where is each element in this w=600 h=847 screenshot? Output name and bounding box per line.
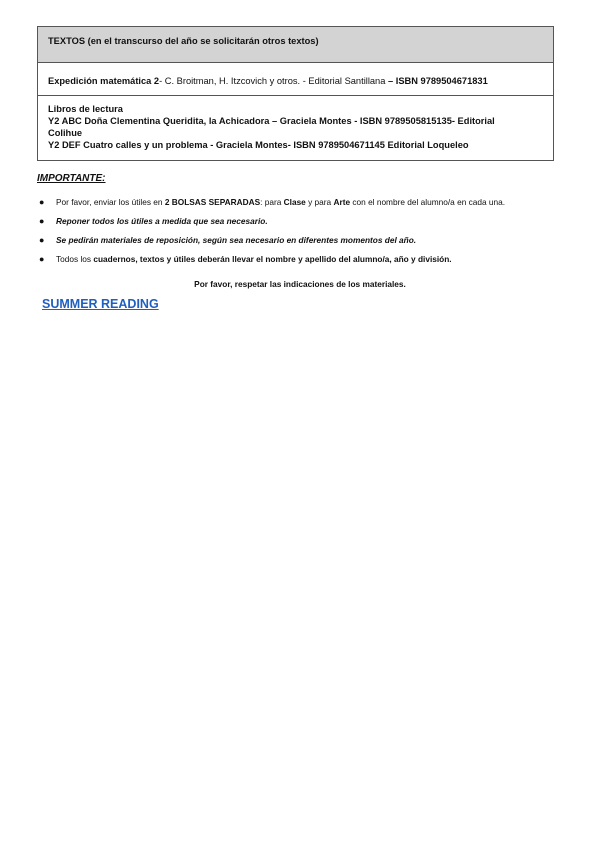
importante-heading: IMPORTANTE: (37, 173, 106, 184)
reading-line-y2-def: Y2 DEF Cuatro calles y un problema - Graciela Montes- ISBN 9789504671145 Editorial Loqueleo (48, 140, 469, 150)
bullet-dot-icon: ● (39, 254, 45, 264)
list-item (37, 216, 557, 235)
list-item (37, 235, 557, 254)
bullet-text: Todos los (56, 254, 94, 264)
bullet-text: y para (305, 197, 334, 207)
bullet-bold-text: Clase (283, 197, 306, 207)
bullet-text: Por favor, enviar los útiles en (56, 197, 165, 207)
table-header-text: TEXTOS (en el transcurso del año se solicitarán otros textos) (48, 36, 319, 46)
bullet-text: : para (260, 197, 284, 207)
table-row-reading-books (38, 96, 553, 160)
bullet-bold-text: cuadernos, textos y útiles deberán llevar el nombre y apellido del alumno/a, año y división. (93, 254, 452, 264)
list-item (37, 254, 557, 273)
closing-note: Por favor, respetar las indicaciones de los materiales. (194, 279, 406, 289)
bullet-dot-icon: ● (39, 235, 45, 245)
book-isbn: – ISBN 9789504671831 (385, 76, 488, 86)
bullet-text: Se pedirán materiales de reposición, según sea necesario en diferentes momentos del año. (56, 235, 417, 245)
instructions-list (37, 197, 557, 273)
table-row-math-book (38, 63, 553, 96)
list-item (37, 197, 557, 216)
reading-line-y2-abc-continued: Colihue (48, 128, 83, 138)
bullet-text: con el nombre del alumno/a en cada una. (350, 197, 506, 207)
bullet-bold-text: Arte (333, 197, 351, 207)
summer-reading-link[interactable]: SUMMER READING (42, 297, 159, 311)
reading-heading: Libros de lectura (48, 104, 123, 114)
reading-line-y2-abc: Y2 ABC Doña Clementina Queridita, la Achicadora – Graciela Montes - ISBN 9789505815135- Editorial (48, 116, 495, 126)
table-header-row (38, 27, 553, 63)
book-authors: - C. Broitman, H. Itzcovich y otros. - Editorial Santillana (159, 76, 386, 86)
bullet-dot-icon: ● (39, 197, 45, 207)
bullet-text: Reponer todos los útiles a medida que sea necesario. (56, 216, 268, 226)
bullet-bold-text: 2 BOLSAS SEPARADAS (164, 197, 261, 207)
bullet-dot-icon: ● (39, 216, 45, 226)
texts-table (37, 26, 554, 161)
book-title: Expedición matemática 2 (48, 76, 160, 86)
